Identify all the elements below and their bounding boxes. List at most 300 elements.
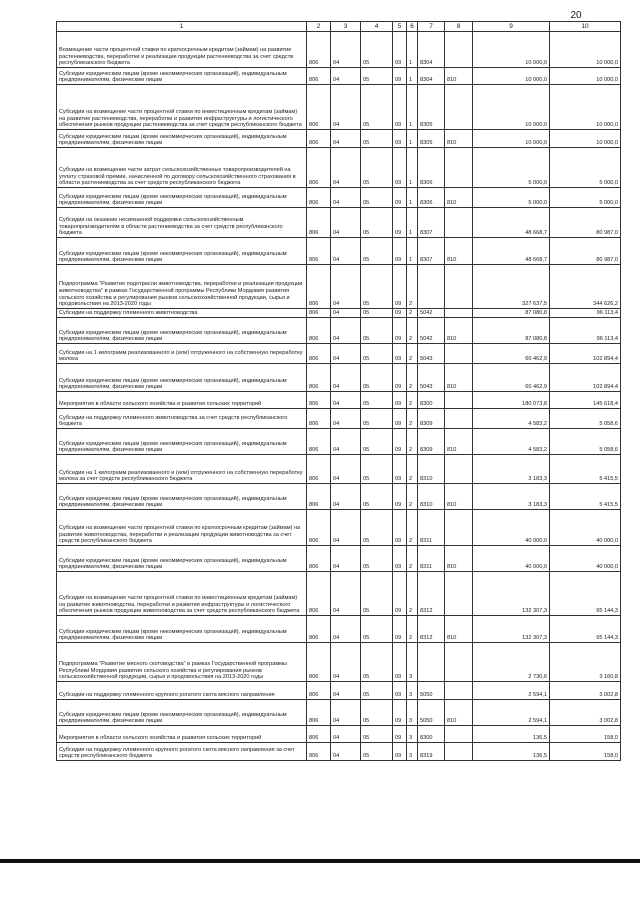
code-subsection: 05 bbox=[361, 344, 393, 364]
code-subsection: 05 bbox=[361, 130, 393, 148]
code-subprogram: 1 bbox=[407, 85, 418, 130]
code-admin: 806 bbox=[307, 682, 331, 700]
column-header: 2 bbox=[307, 22, 331, 32]
row-description: Субсидии юридическим лицам (кроме некоммерческих организаций), индивидуальным предпринимателям, физическим лицам bbox=[57, 484, 307, 510]
amount-year-2: 5 000,0 bbox=[550, 188, 621, 208]
code-subsection: 05 bbox=[361, 572, 393, 616]
code-admin: 806 bbox=[307, 743, 331, 761]
code-admin: 806 bbox=[307, 643, 331, 682]
row-description: Субсидии юридическим лицам (кроме некоммерческих организаций), индивидуальным предпринимателям, физическим лицам bbox=[57, 429, 307, 455]
amount-year-2: 96 113,4 bbox=[550, 309, 621, 318]
code-program: 09 bbox=[393, 682, 407, 700]
code-expense-type bbox=[445, 743, 473, 761]
code-expense-type bbox=[445, 643, 473, 682]
code-expense-type: 810 bbox=[445, 546, 473, 572]
code-article: 8311 bbox=[418, 546, 445, 572]
code-admin: 806 bbox=[307, 616, 331, 643]
row-description: Мероприятия в области сельского хозяйства и развития сельских территорий bbox=[57, 726, 307, 743]
row-description: Подпрограмма "Развитие мясного скотоводства" в рамках Государственной программы Республики Мордовия развития сельского хозяйства и регулирования рынков сельскохозяйственной продукции, сырья и продовольствия на 2013-2020 годы bbox=[57, 643, 307, 682]
row-description: Субсидии на возмещение части затрат сельскохозяйственных товаропроизводителей на уплату страховой премии, начисленной по договору сельскохозяйственного страхования в области растениеводства за счет средств республиканского бюджета bbox=[57, 148, 307, 188]
code-program: 09 bbox=[393, 130, 407, 148]
code-subprogram: 2 bbox=[407, 429, 418, 455]
code-subprogram: 3 bbox=[407, 643, 418, 682]
code-section: 04 bbox=[331, 484, 361, 510]
row-description: Субсидии на возмещение части процентной ставки по инвестиционным кредитам (займам) на развитие животноводства, переработки и развития инфраструктуры и логистического обеспечения рынков продукции животноводства за счет средств республиканского бюджета bbox=[57, 572, 307, 616]
table-row bbox=[57, 510, 621, 546]
code-subsection: 05 bbox=[361, 546, 393, 572]
code-subprogram: 2 bbox=[407, 546, 418, 572]
code-subsection: 05 bbox=[361, 409, 393, 429]
amount-year-1: 2 594,1 bbox=[473, 682, 550, 700]
code-section: 04 bbox=[331, 208, 361, 238]
table-row bbox=[57, 265, 621, 309]
code-article: 8306 bbox=[418, 148, 445, 188]
table-row bbox=[57, 429, 621, 455]
code-subprogram: 2 bbox=[407, 616, 418, 643]
amount-year-1: 10 000,0 bbox=[473, 130, 550, 148]
amount-year-1: 10 000,0 bbox=[473, 32, 550, 68]
row-description: Субсидии юридическим лицам (кроме некоммерческих организаций), индивидуальным предпринимателям, физическим лицам bbox=[57, 130, 307, 148]
code-admin: 806 bbox=[307, 409, 331, 429]
amount-year-2: 40 000,0 bbox=[550, 546, 621, 572]
code-expense-type bbox=[445, 726, 473, 743]
column-header: 10 bbox=[550, 22, 621, 32]
code-admin: 806 bbox=[307, 208, 331, 238]
amount-year-2: 10 000,0 bbox=[550, 130, 621, 148]
code-subprogram: 3 bbox=[407, 743, 418, 761]
code-article: 8306 bbox=[418, 188, 445, 208]
code-admin: 806 bbox=[307, 32, 331, 68]
code-expense-type bbox=[445, 309, 473, 318]
table-row bbox=[57, 546, 621, 572]
code-expense-type bbox=[445, 85, 473, 130]
amount-year-2: 102 894,4 bbox=[550, 344, 621, 364]
code-article: 5042 bbox=[418, 309, 445, 318]
code-program: 09 bbox=[393, 392, 407, 409]
column-header: 3 bbox=[331, 22, 361, 32]
code-subprogram: 1 bbox=[407, 130, 418, 148]
amount-year-2: 95 144,3 bbox=[550, 572, 621, 616]
row-description: Субсидии на возмещение части процентной ставки по инвестиционным кредитам (займам) на развитие растениеводства, переработки и развития инфраструктуры и логистического обеспечения рынков продукции растениеводства за счет средств республиканского бюджета bbox=[57, 85, 307, 130]
code-subprogram: 1 bbox=[407, 208, 418, 238]
code-admin: 806 bbox=[307, 484, 331, 510]
code-subprogram: 2 bbox=[407, 344, 418, 364]
code-subsection: 05 bbox=[361, 429, 393, 455]
code-article: 5050 bbox=[418, 682, 445, 700]
amount-year-1: 180 073,8 bbox=[473, 392, 550, 409]
code-expense-type: 810 bbox=[445, 238, 473, 265]
amount-year-1: 2 594,1 bbox=[473, 700, 550, 726]
amount-year-1: 10 000,0 bbox=[473, 85, 550, 130]
code-subprogram: 1 bbox=[407, 148, 418, 188]
code-subsection: 05 bbox=[361, 743, 393, 761]
code-subprogram: 2 bbox=[407, 392, 418, 409]
amount-year-1: 3 183,3 bbox=[473, 484, 550, 510]
code-admin: 806 bbox=[307, 318, 331, 344]
code-subsection: 05 bbox=[361, 265, 393, 309]
code-article: 8300 bbox=[418, 726, 445, 743]
code-subsection: 05 bbox=[361, 364, 393, 392]
row-description: Подпрограмма "Развитие подотрасли животноводства, переработки и реализации продукции животноводства" в рамках Государственной программы Республики Мордовия развития сельского хозяйства и регулирования рынков сельскохозяйственной продукции, сырья и продовольствия на 2013-2020 годы bbox=[57, 265, 307, 309]
amount-year-2: 10 000,0 bbox=[550, 68, 621, 85]
code-subprogram: 2 bbox=[407, 455, 418, 484]
code-article: 8309 bbox=[418, 429, 445, 455]
row-description: Субсидии на оказание несвязанной поддержки сельскохозяйственным товаропроизводителям в области растениеводства за счет средств республиканского бюджета bbox=[57, 208, 307, 238]
code-expense-type bbox=[445, 455, 473, 484]
amount-year-2: 10 000,0 bbox=[550, 85, 621, 130]
column-header: 8 bbox=[445, 22, 473, 32]
amount-year-1: 136,5 bbox=[473, 726, 550, 743]
code-expense-type bbox=[445, 392, 473, 409]
code-article: 5050 bbox=[418, 700, 445, 726]
column-header: 1 bbox=[57, 22, 307, 32]
code-program: 09 bbox=[393, 643, 407, 682]
code-article: 5043 bbox=[418, 364, 445, 392]
code-subsection: 05 bbox=[361, 318, 393, 344]
code-subprogram: 2 bbox=[407, 484, 418, 510]
amount-year-1: 136,5 bbox=[473, 743, 550, 761]
table-row bbox=[57, 484, 621, 510]
code-admin: 806 bbox=[307, 700, 331, 726]
amount-year-2: 80 987,0 bbox=[550, 208, 621, 238]
table-row bbox=[57, 700, 621, 726]
table-row bbox=[57, 572, 621, 616]
code-program: 09 bbox=[393, 85, 407, 130]
row-description: Субсидии юридическим лицам (кроме некоммерческих организаций), индивидуальным предпринимателям, физическим лицам bbox=[57, 238, 307, 265]
code-subsection: 05 bbox=[361, 726, 393, 743]
amount-year-2: 3 002,8 bbox=[550, 682, 621, 700]
code-subsection: 05 bbox=[361, 682, 393, 700]
amount-year-1: 40 000,0 bbox=[473, 546, 550, 572]
amount-year-1: 132 307,3 bbox=[473, 616, 550, 643]
amount-year-2: 3 002,8 bbox=[550, 700, 621, 726]
code-program: 09 bbox=[393, 188, 407, 208]
code-section: 04 bbox=[331, 572, 361, 616]
code-subprogram: 2 bbox=[407, 409, 418, 429]
code-subprogram: 1 bbox=[407, 32, 418, 68]
code-section: 04 bbox=[331, 238, 361, 265]
column-header: 7 bbox=[418, 22, 445, 32]
column-header: 4 bbox=[361, 22, 393, 32]
code-subprogram: 2 bbox=[407, 572, 418, 616]
code-admin: 806 bbox=[307, 309, 331, 318]
code-program: 09 bbox=[393, 238, 407, 265]
row-description: Мероприятия в области сельского хозяйства и развития сельских территорий bbox=[57, 392, 307, 409]
code-subprogram: 2 bbox=[407, 318, 418, 344]
code-expense-type: 810 bbox=[445, 130, 473, 148]
code-article: 8311 bbox=[418, 510, 445, 546]
code-expense-type: 810 bbox=[445, 429, 473, 455]
table-row bbox=[57, 726, 621, 743]
table-row bbox=[57, 188, 621, 208]
amount-year-2: 158,0 bbox=[550, 726, 621, 743]
row-description: Субсидии юридическим лицам (кроме некоммерческих организаций), индивидуальным предпринимателям, физическим лицам bbox=[57, 364, 307, 392]
code-program: 09 bbox=[393, 546, 407, 572]
row-description: Субсидии юридическим лицам (кроме некоммерческих организаций), индивидуальным предпринимателям, физическим лицам bbox=[57, 700, 307, 726]
code-section: 04 bbox=[331, 616, 361, 643]
code-program: 09 bbox=[393, 318, 407, 344]
code-expense-type bbox=[445, 208, 473, 238]
code-article: 5042 bbox=[418, 318, 445, 344]
code-program: 09 bbox=[393, 344, 407, 364]
code-section: 04 bbox=[331, 68, 361, 85]
row-description: Субсидии на поддержку племенного животноводства за счет средств республиканского бюджета bbox=[57, 409, 307, 429]
code-admin: 806 bbox=[307, 130, 331, 148]
code-article: 8309 bbox=[418, 409, 445, 429]
code-subprogram: 3 bbox=[407, 700, 418, 726]
amount-year-2: 5 058,6 bbox=[550, 409, 621, 429]
row-description: Субсидии юридическим лицам (кроме некоммерческих организаций), индивидуальным предпринимателям, физическим лицам bbox=[57, 68, 307, 85]
table-row bbox=[57, 85, 621, 130]
row-description: Субсидии на поддержку племенного крупного рогатого скота мясного направления за счет средств республиканского бюджета bbox=[57, 743, 307, 761]
code-subprogram: 2 bbox=[407, 265, 418, 309]
table-row bbox=[57, 68, 621, 85]
amount-year-2: 5 000,0 bbox=[550, 148, 621, 188]
code-program: 09 bbox=[393, 743, 407, 761]
code-subsection: 05 bbox=[361, 148, 393, 188]
amount-year-2: 95 144,3 bbox=[550, 616, 621, 643]
code-program: 09 bbox=[393, 409, 407, 429]
amount-year-1: 60 462,9 bbox=[473, 364, 550, 392]
code-expense-type bbox=[445, 344, 473, 364]
code-article: 8307 bbox=[418, 208, 445, 238]
table-row bbox=[57, 208, 621, 238]
code-subsection: 05 bbox=[361, 32, 393, 68]
code-article: 8312 bbox=[418, 616, 445, 643]
amount-year-1: 10 000,0 bbox=[473, 68, 550, 85]
code-section: 04 bbox=[331, 309, 361, 318]
code-section: 04 bbox=[331, 392, 361, 409]
code-program: 09 bbox=[393, 32, 407, 68]
code-program: 09 bbox=[393, 364, 407, 392]
code-section: 04 bbox=[331, 318, 361, 344]
code-article: 5043 bbox=[418, 344, 445, 364]
code-article: 8305 bbox=[418, 85, 445, 130]
code-subsection: 05 bbox=[361, 85, 393, 130]
code-section: 04 bbox=[331, 364, 361, 392]
amount-year-2: 5 415,5 bbox=[550, 455, 621, 484]
amount-year-2: 102 894,4 bbox=[550, 364, 621, 392]
code-subsection: 05 bbox=[361, 700, 393, 726]
code-program: 09 bbox=[393, 208, 407, 238]
amount-year-2: 344 626,2 bbox=[550, 265, 621, 309]
code-subsection: 05 bbox=[361, 238, 393, 265]
code-expense-type: 810 bbox=[445, 318, 473, 344]
code-article: 8307 bbox=[418, 238, 445, 265]
code-section: 04 bbox=[331, 130, 361, 148]
code-expense-type: 810 bbox=[445, 700, 473, 726]
table-row bbox=[57, 616, 621, 643]
code-section: 04 bbox=[331, 344, 361, 364]
code-program: 09 bbox=[393, 572, 407, 616]
code-program: 09 bbox=[393, 484, 407, 510]
code-subsection: 05 bbox=[361, 484, 393, 510]
code-section: 04 bbox=[331, 265, 361, 309]
code-program: 09 bbox=[393, 429, 407, 455]
table-row bbox=[57, 409, 621, 429]
code-article bbox=[418, 265, 445, 309]
code-subprogram: 1 bbox=[407, 68, 418, 85]
amount-year-1: 48 668,7 bbox=[473, 208, 550, 238]
code-expense-type: 810 bbox=[445, 68, 473, 85]
row-description: Субсидии на возмещение части процентной ставки по краткосрочным кредитам (займам) на развитие животноводства, переработки и реализации продукции животноводства за счет средств республиканского бюджета bbox=[57, 510, 307, 546]
code-expense-type bbox=[445, 682, 473, 700]
code-expense-type: 810 bbox=[445, 364, 473, 392]
page-number: 20 bbox=[570, 10, 582, 21]
code-article: 8310 bbox=[418, 455, 445, 484]
table-row bbox=[57, 238, 621, 265]
row-description: Субсидии на 1 килограмм реализованного и (или) отгруженного на собственную переработку молока за счет средств республиканского бюджета bbox=[57, 455, 307, 484]
row-description: Субсидии на поддержку племенного животноводства bbox=[57, 309, 307, 318]
table-row bbox=[57, 309, 621, 318]
code-admin: 806 bbox=[307, 364, 331, 392]
row-description: Субсидии юридическим лицам (кроме некоммерческих организаций), индивидуальным предпринимателям, физическим лицам bbox=[57, 616, 307, 643]
code-subsection: 05 bbox=[361, 309, 393, 318]
amount-year-1: 40 000,0 bbox=[473, 510, 550, 546]
code-section: 04 bbox=[331, 726, 361, 743]
amount-year-1: 4 583,2 bbox=[473, 409, 550, 429]
code-section: 04 bbox=[331, 148, 361, 188]
code-program: 09 bbox=[393, 309, 407, 318]
code-section: 04 bbox=[331, 743, 361, 761]
amount-year-1: 3 183,3 bbox=[473, 455, 550, 484]
table-row bbox=[57, 682, 621, 700]
code-subprogram: 1 bbox=[407, 238, 418, 265]
code-section: 04 bbox=[331, 409, 361, 429]
amount-year-1: 87 080,8 bbox=[473, 318, 550, 344]
code-section: 04 bbox=[331, 546, 361, 572]
amount-year-2: 5 415,5 bbox=[550, 484, 621, 510]
code-subsection: 05 bbox=[361, 68, 393, 85]
row-description: Субсидии на поддержку племенного крупного рогатого скота мясного направления bbox=[57, 682, 307, 700]
amount-year-1: 2 730,6 bbox=[473, 643, 550, 682]
code-article: 8300 bbox=[418, 392, 445, 409]
code-subprogram: 2 bbox=[407, 309, 418, 318]
code-subsection: 05 bbox=[361, 616, 393, 643]
table-row bbox=[57, 344, 621, 364]
code-program: 09 bbox=[393, 616, 407, 643]
code-section: 04 bbox=[331, 455, 361, 484]
code-subsection: 05 bbox=[361, 208, 393, 238]
amount-year-2: 10 000,0 bbox=[550, 32, 621, 68]
column-header: 6 bbox=[407, 22, 418, 32]
amount-year-1: 60 462,9 bbox=[473, 344, 550, 364]
code-admin: 806 bbox=[307, 85, 331, 130]
code-admin: 806 bbox=[307, 726, 331, 743]
amount-year-2: 96 113,4 bbox=[550, 318, 621, 344]
amount-year-1: 5 000,0 bbox=[473, 188, 550, 208]
code-section: 04 bbox=[331, 429, 361, 455]
table-row bbox=[57, 318, 621, 344]
code-expense-type: 810 bbox=[445, 484, 473, 510]
code-expense-type bbox=[445, 32, 473, 68]
code-section: 04 bbox=[331, 682, 361, 700]
column-header: 5 bbox=[393, 22, 407, 32]
code-expense-type bbox=[445, 409, 473, 429]
code-subprogram: 2 bbox=[407, 364, 418, 392]
code-subprogram: 3 bbox=[407, 682, 418, 700]
amount-year-2: 145 618,4 bbox=[550, 392, 621, 409]
budget-table bbox=[56, 21, 621, 761]
row-description: Субсидии юридическим лицам (кроме некоммерческих организаций), индивидуальным предпринимателям, физическим лицам bbox=[57, 318, 307, 344]
code-article bbox=[418, 643, 445, 682]
table-row bbox=[57, 392, 621, 409]
code-article: 8319 bbox=[418, 743, 445, 761]
code-expense-type bbox=[445, 265, 473, 309]
code-section: 04 bbox=[331, 510, 361, 546]
amount-year-2: 158,0 bbox=[550, 743, 621, 761]
amount-year-2: 80 987,0 bbox=[550, 238, 621, 265]
row-description: Субсидии на 1 килограмм реализованного и (или) отгруженного на собственную переработку молока bbox=[57, 344, 307, 364]
code-article: 8304 bbox=[418, 32, 445, 68]
page-bottom-border bbox=[0, 859, 640, 863]
code-program: 09 bbox=[393, 726, 407, 743]
code-admin: 806 bbox=[307, 265, 331, 309]
row-description: Возмещение части процентной ставки по краткосрочным кредитам (займам) на развитие растениеводства, переработки и реализации продукции растениеводства за счет средств республиканского бюджета bbox=[57, 32, 307, 68]
code-section: 04 bbox=[331, 85, 361, 130]
code-subsection: 05 bbox=[361, 455, 393, 484]
code-article: 8312 bbox=[418, 572, 445, 616]
amount-year-1: 87 080,8 bbox=[473, 309, 550, 318]
code-subprogram: 2 bbox=[407, 510, 418, 546]
row-description: Субсидии юридическим лицам (кроме некоммерческих организаций), индивидуальным предпринимателям, физическим лицам bbox=[57, 546, 307, 572]
code-article: 8304 bbox=[418, 68, 445, 85]
code-admin: 806 bbox=[307, 546, 331, 572]
amount-year-2: 3 160,8 bbox=[550, 643, 621, 682]
code-subsection: 05 bbox=[361, 188, 393, 208]
code-expense-type: 810 bbox=[445, 616, 473, 643]
code-subprogram: 1 bbox=[407, 188, 418, 208]
amount-year-2: 5 058,6 bbox=[550, 429, 621, 455]
code-program: 09 bbox=[393, 455, 407, 484]
table-row bbox=[57, 32, 621, 68]
code-section: 04 bbox=[331, 32, 361, 68]
code-admin: 806 bbox=[307, 572, 331, 616]
code-admin: 806 bbox=[307, 344, 331, 364]
code-article: 8305 bbox=[418, 130, 445, 148]
code-admin: 806 bbox=[307, 455, 331, 484]
code-expense-type: 810 bbox=[445, 188, 473, 208]
table-row bbox=[57, 455, 621, 484]
table-row bbox=[57, 643, 621, 682]
amount-year-1: 5 000,0 bbox=[473, 148, 550, 188]
code-section: 04 bbox=[331, 700, 361, 726]
amount-year-2: 40 000,0 bbox=[550, 510, 621, 546]
code-program: 09 bbox=[393, 510, 407, 546]
amount-year-1: 327 637,5 bbox=[473, 265, 550, 309]
code-section: 04 bbox=[331, 188, 361, 208]
code-subsection: 05 bbox=[361, 643, 393, 682]
code-program: 09 bbox=[393, 148, 407, 188]
code-admin: 806 bbox=[307, 148, 331, 188]
code-admin: 806 bbox=[307, 188, 331, 208]
row-description: Субсидии юридическим лицам (кроме некоммерческих организаций), индивидуальным предпринимателям, физическим лицам bbox=[57, 188, 307, 208]
amount-year-1: 4 583,2 bbox=[473, 429, 550, 455]
code-section: 04 bbox=[331, 643, 361, 682]
code-subsection: 05 bbox=[361, 510, 393, 546]
code-article: 8310 bbox=[418, 484, 445, 510]
code-admin: 806 bbox=[307, 392, 331, 409]
amount-year-1: 48 668,7 bbox=[473, 238, 550, 265]
table-row bbox=[57, 364, 621, 392]
table-row bbox=[57, 148, 621, 188]
amount-year-1: 132 307,3 bbox=[473, 572, 550, 616]
code-admin: 806 bbox=[307, 429, 331, 455]
header-row bbox=[57, 22, 621, 32]
code-program: 09 bbox=[393, 68, 407, 85]
code-subprogram: 3 bbox=[407, 726, 418, 743]
table-row bbox=[57, 130, 621, 148]
